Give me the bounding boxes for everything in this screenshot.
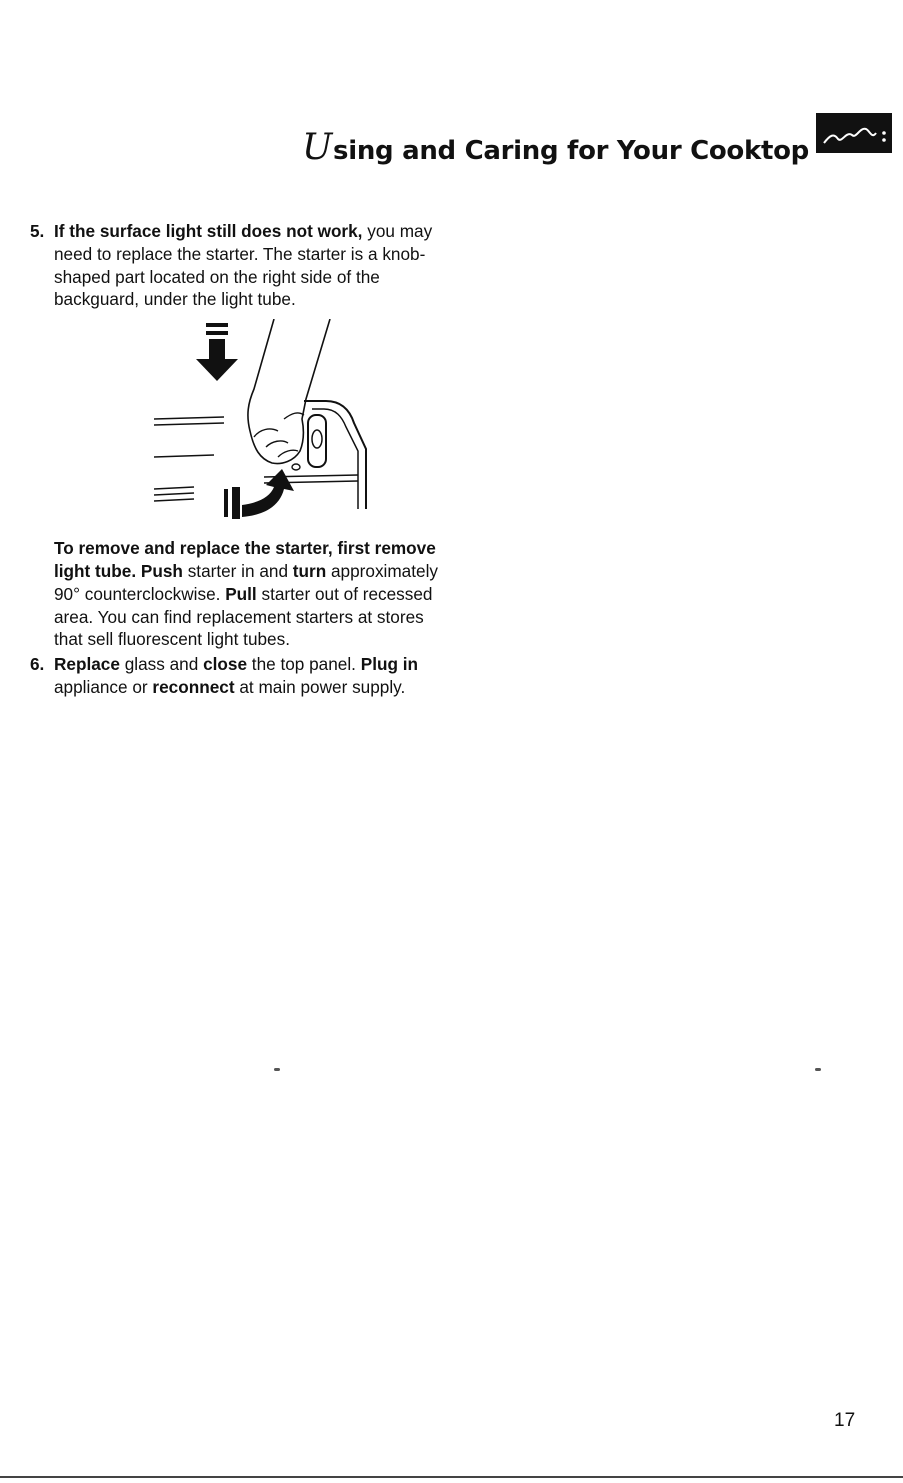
step-number: 6. [30,654,45,675]
step6-text-1: glass and [119,654,204,675]
title-rest: sing and Caring for Your Cooktop [333,136,809,166]
step-text [54,220,440,311]
step6-text-4: at main power supply. [234,676,406,697]
step-5 [30,220,440,651]
brand-logo-icon [816,113,892,153]
hand-turning-starter-icon [154,319,384,534]
step6-bold-1: Replace [54,654,120,675]
caption-bold-1: To remove and replace the starter, first remove light tube. [54,538,436,581]
caption-bold-4: Pull [225,583,257,604]
step6-text-2: the top panel. [247,654,361,675]
title-initial: U [302,127,333,168]
binder-hole-mark [274,1068,280,1071]
caption-text-4: starter out of recessed area. You can find replacement starters at stores that sell fluorescent light tubes. [54,583,433,650]
step6-text-3: appliance or [54,676,153,697]
step-text [54,653,440,699]
step6-bold-3: Plug in [360,654,419,675]
step-lead: If the surface light still does not work, [54,221,363,241]
page-number: 17 [834,1410,856,1431]
starter-illustration [54,319,474,537]
caption-bold-3: turn [292,560,327,581]
starter-caption [54,537,440,651]
binder-hole-mark [815,1068,821,1071]
step6-bold-2: close [203,654,248,675]
page-title [302,127,809,168]
caption-text-2: starter in and [182,560,293,581]
caption-text-3: approximately 90° counterclockwise. [54,560,438,604]
step-number: 5. [30,221,45,241]
caption-bold-2: Push [140,560,183,581]
step-body: you may need to replace the starter. The starter is a knob-shaped part located on the right side of the backguard, under the light tube. [54,221,433,310]
bottom-rule [0,1476,903,1478]
content-column [30,220,440,699]
page-header [302,108,809,168]
step-6 [30,653,440,699]
step6-bold-4: reconnect [152,676,235,697]
